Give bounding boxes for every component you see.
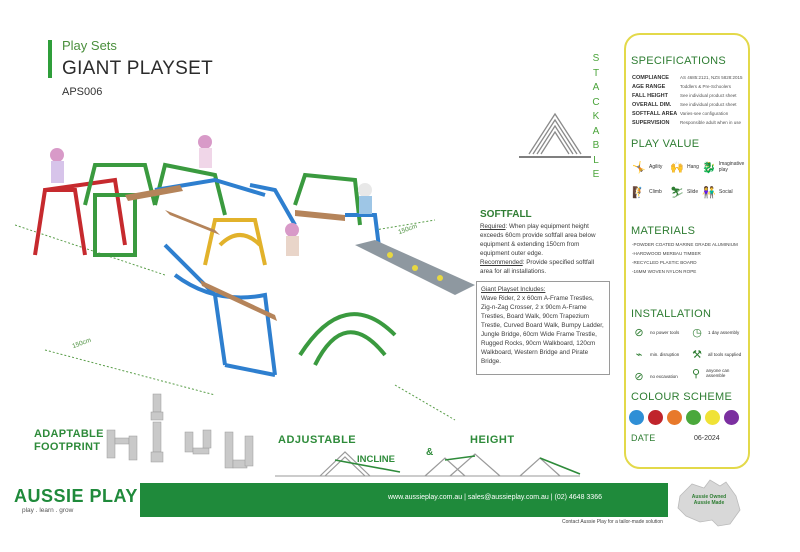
social-icon: 👫 — [702, 186, 716, 199]
includes-box — [476, 281, 610, 375]
category-label: Play Sets — [62, 38, 117, 53]
play-value-item: 🙌 Hang — [670, 161, 699, 174]
date-value: 06-2024 — [694, 435, 720, 442]
aussie-badge-text: Aussie Owned Aussie Made — [691, 494, 727, 506]
footer-contact[interactable]: www.aussieplay.com.au | sales@aussieplay.com.au | (02) 4648 3366 — [388, 494, 602, 501]
person-icon: ⚲ — [692, 367, 701, 380]
incline-label: INCLINE — [357, 454, 395, 465]
agility-icon: 🤸 — [632, 161, 646, 174]
colour-swatch-purple — [724, 410, 739, 425]
slide-icon: ⛷ — [670, 186, 684, 199]
material-item: -HARDWOOD MERBAU TIMBER — [632, 251, 701, 256]
no-excavation-icon: ⊘ — [634, 370, 644, 383]
clock-icon: ◷ — [692, 326, 702, 339]
colour-swatch-yellow — [705, 410, 720, 425]
brand-logo: AUSSIE PLAY — [14, 486, 138, 506]
softfall-heading: SOFTFALL — [480, 209, 532, 220]
installation-item: ⚒ all tools supplied — [690, 347, 741, 361]
spec-row: AGE RANGE Toddlers & Pre-Schoolers — [632, 84, 732, 90]
hang-icon: 🙌 — [670, 161, 684, 174]
min-disruption-icon: ⌁ — [635, 348, 643, 361]
installation-item: ⌁ min. disruption — [632, 347, 679, 361]
installation-heading: INSTALLATION — [631, 308, 712, 320]
imaginative-play-icon: 🐉 — [702, 161, 716, 174]
installation-item: ⊘ no power tools — [632, 325, 679, 339]
play-value-heading: PLAY VALUE — [631, 138, 700, 150]
installation-item: ◷ 1 day assembly — [690, 325, 739, 339]
includes-label: Giant Playset Includes: — [481, 286, 546, 293]
no-power-tools-icon: ⊘ — [634, 326, 644, 339]
product-title: GIANT PLAYSET — [62, 58, 214, 79]
colour-swatch-green — [686, 410, 701, 425]
incline-height-diagram — [275, 440, 585, 480]
play-value-item: 👫 Social — [702, 186, 733, 199]
stacked-trestles-illustration — [515, 108, 595, 160]
ampersand-label: & — [426, 447, 434, 458]
play-value-item: 🐉 Imaginative play — [702, 161, 745, 174]
spec-row: SOFTFALL AREA Varies-see configuration — [632, 111, 729, 117]
softfall-text: Required: When play equipment height exceeds 60cm provide softfall area below equipment & extending 150cm from equipment outer edge. Recommended: Provide specified softfall area for all installations. — [480, 223, 596, 275]
material-item: -16MM WOVEN NYLON ROPE — [632, 269, 697, 274]
dimension-label-right: 150cm — [397, 222, 419, 237]
dimension-label-left: 150cm — [71, 336, 93, 351]
height-label: HEIGHT — [470, 434, 515, 446]
colour-swatch-orange — [667, 410, 682, 425]
playset-illustration — [15, 135, 475, 425]
spec-row: COMPLIANCE AS 4685:2121, NZS 5828:2015 — [632, 75, 743, 81]
play-value-item: 🤸 Agility — [632, 161, 663, 174]
materials-heading: MATERIALS — [631, 225, 696, 237]
includes-text: Wave Rider, 2 x 60cm A-Frame Trestles, Zig-n-Zag Crosser, 2 x 90cm A-Frame Trestles, Board Walk, 90cm Trapezium Trestle, Curved Board Walk, Bumpy Ladder, Jungle Bridge, 60cm Wide Frame Trestle, Rugged Rocks, 90cm Walkboard, 120cm Walkboard, Western Bridge and Pirate Bridge. — [481, 295, 604, 365]
specifications-heading: SPECIFICATIONS — [631, 55, 727, 67]
colour-swatch-blue — [629, 410, 644, 425]
footprint-diagrams — [105, 392, 255, 474]
specifications-panel — [624, 33, 750, 469]
spec-row: SUPERVISION Responsible adult when in use — [632, 120, 742, 126]
brand-tagline: play . learn . grow — [22, 507, 74, 514]
play-value-item: ⛷ Slide — [670, 186, 699, 199]
climb-icon: 🧗 — [632, 186, 646, 199]
installation-item: ⚲ anyone can assemble — [690, 366, 744, 380]
tools-icon: ⚒ — [692, 348, 702, 361]
material-item: -RECYCLED PLASTIC BOARD — [632, 260, 697, 265]
spec-row: FALL HEIGHT See individual product sheet — [632, 93, 737, 99]
colour-swatch-red — [648, 410, 663, 425]
header-accent-bar — [48, 40, 52, 78]
play-value-item: 🧗 Climb — [632, 186, 662, 199]
date-label: DATE — [631, 433, 656, 443]
installation-item: ⊘ no excavation — [632, 369, 678, 383]
product-code: APS006 — [62, 86, 103, 98]
tailor-note: Contact Aussie Play for a tailor-made solution — [562, 519, 663, 525]
adjustable-label: ADJUSTABLE — [278, 434, 357, 446]
adaptable-footprint-label: ADAPTABLE FOOTPRINT — [34, 428, 104, 453]
spec-row: OVERALL DIM. See individual product sheet — [632, 102, 737, 108]
colour-scheme-heading: COLOUR SCHEME — [631, 391, 733, 403]
material-item: -POWDER COATED MARINE GRADE ALUMINIUM — [632, 242, 738, 247]
stackable-label: S T A C K A B L E — [592, 53, 600, 180]
